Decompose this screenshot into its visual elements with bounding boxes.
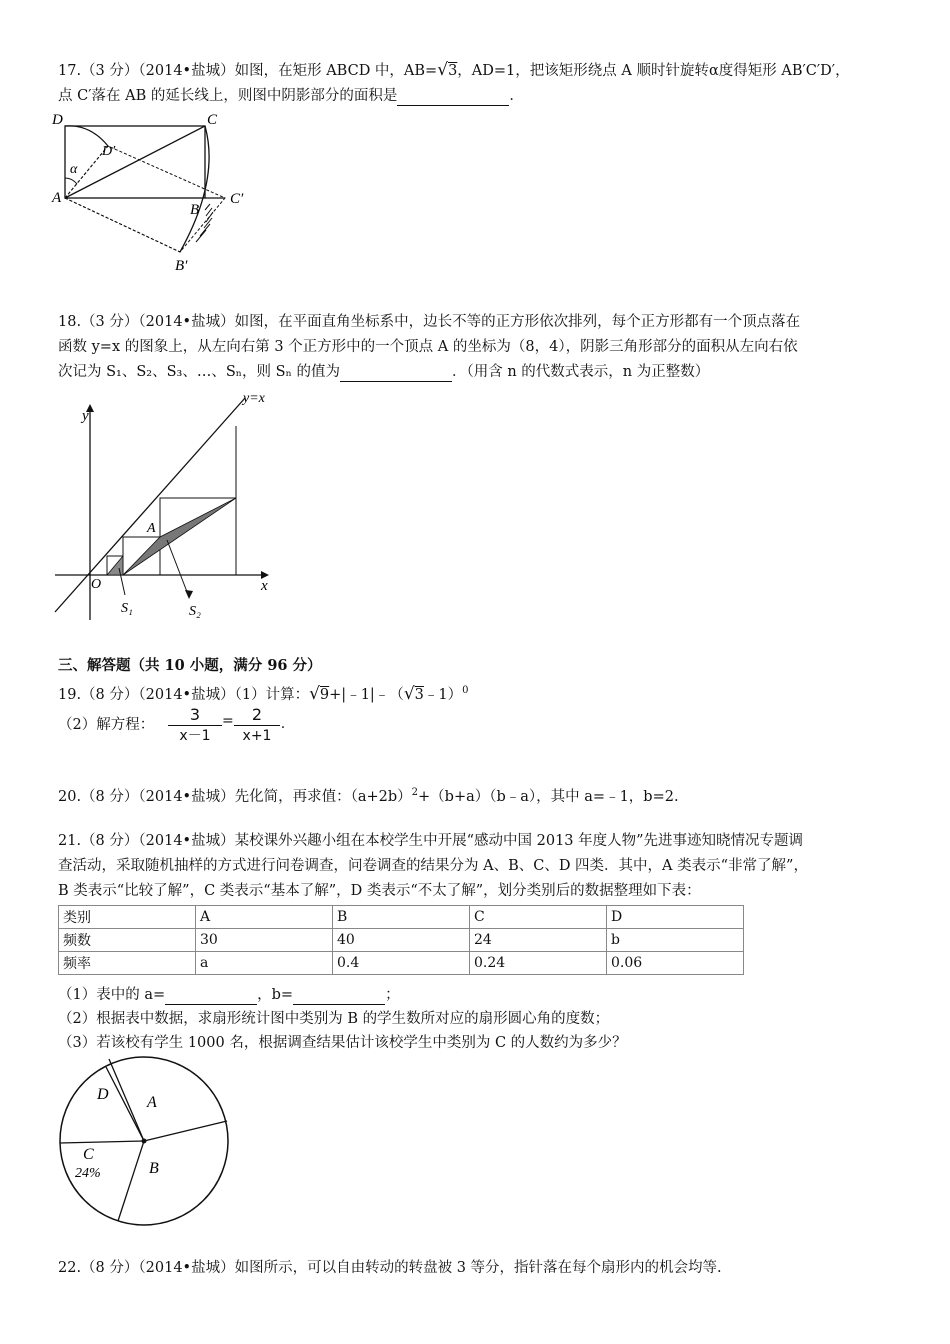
q19-line2: （2）解方程： (58, 717, 155, 733)
label-C: C (207, 112, 218, 128)
label-x: x (261, 578, 268, 594)
pie-divider-B-C (118, 1141, 144, 1221)
q17-line1: 17.（3 分）（2014•盐城）如图，在矩形 ABCD 中，AB=√3，AD=1，把该矩形绕点 A 顺时针旋转α度得矩形 AB′C′D′， (58, 60, 850, 80)
label-S1: S₁ (121, 601, 133, 616)
q21-line1: 21.（8 分）（2014•盐城）某校课外兴趣小组在本校学生中开展“感动中国 2013 年度人物”先进事迹知晓情况专题调 (58, 833, 804, 849)
section-title: 三、解答题（共 10 小题，满分 96 分） (58, 657, 322, 674)
answer-blank (397, 89, 509, 106)
table-row: 类别 A B C D (59, 906, 744, 929)
table-row: 频率 a 0.4 0.24 0.06 (59, 952, 744, 975)
label-Dp: D′ (102, 144, 116, 159)
label-yx: y=x (243, 391, 265, 406)
label-alpha: α (70, 162, 78, 177)
pie-chart (55, 1055, 235, 1235)
label-S2: S₂ (189, 604, 201, 619)
pie-divider-C-D (60, 1141, 144, 1143)
q22-line: 22.（8 分）（2014•盐城）如图所示，可以自由转动的转盘被 3 等分，指针落在每个扇形内的机会均等. (58, 1260, 722, 1276)
pie-divider-A-B (144, 1121, 227, 1141)
pie-label-D: D (97, 1086, 109, 1103)
label-A: A (147, 521, 156, 536)
q21-line3: B 类表示“比较了解”，C 类表示“基本了解”，D 类表示“不太了解”，划分类别后的数据整理如下表： (58, 883, 701, 899)
q17-line2: 点 C′落在 AB 的延长线上，则图中阴影部分的面积是 ． (58, 88, 524, 104)
pie-divider-D-C (106, 1067, 144, 1141)
q19-line1: 19.（8 分）（2014•盐城）（1）计算：√9+|﹣1|﹣（√3﹣1）$^0$ (58, 683, 469, 704)
q18-line2: 函数 y=x 的图象上，从左向右第 3 个正方形中的一个顶点 A 的坐标为（8，4），阴影三角形部分的面积从左向右依 (58, 339, 798, 355)
q21-line2: 查活动，采取随机抽样的方式进行问卷调查，问卷调查的结果分为 A、B、C、D 四类．其中，A 类表示“非常了解”， (58, 858, 808, 874)
period: . (280, 716, 286, 732)
label-B: B (190, 202, 200, 218)
label-D: D (52, 112, 63, 128)
label-O: O (91, 577, 102, 592)
q20-line: 20.（8 分）（2014•盐城）先化简，再求值：$(a+2b)^2+(b+a)(b﹣a)$，其中 a=﹣1，b=2. (58, 787, 679, 805)
pie-label-C: C (83, 1146, 94, 1163)
q17-figure (50, 110, 250, 280)
answer-blank (340, 365, 452, 382)
data-table (58, 905, 744, 975)
label-y: y (82, 408, 89, 424)
q21-sub1: （1）表中的 a= ，b= ； (58, 987, 400, 1003)
pie-label-A: A (147, 1094, 157, 1111)
q21-sub3: （3）若该校有学生 1000 名，根据调查结果估计该校学生中类别为 C 的人数约为多少？ (58, 1035, 627, 1051)
fraction-2: $\frac{2}{x+1}$ (234, 705, 280, 746)
q21-sub2: （2）根据表中数据，求扇形统计图中类别为 B 的学生数所对应的扇形圆心角的度数； (58, 1011, 610, 1027)
pie-label-C-pct: 24% (75, 1166, 101, 1181)
pie-divider-D-A (109, 1059, 144, 1141)
fraction-1: $\frac{3}{x-1}$ (168, 705, 222, 746)
q18-line1: 18.（3 分）（2014•盐城）如图，在平面直角坐标系中，边长不等的正方形依次排列，每个正方形都有一个顶点落在 (58, 314, 801, 330)
label-Cp: C′ (230, 191, 244, 207)
pie-label-B: B (149, 1160, 159, 1177)
label-Bp: B′ (175, 258, 188, 274)
label-A: A (52, 190, 62, 206)
table-row: 频数 30 40 24 b (59, 929, 744, 952)
equals-sign: = (222, 713, 234, 729)
q18-line3: 次记为 S₁、S₂、S₃、…、Sₙ，则 Sₙ 的值为 ．（用含 n 的代数式表示，n 为正整数） (58, 364, 710, 380)
answer-blank-a (165, 988, 257, 1005)
answer-blank-b (293, 988, 385, 1005)
q18-figure (55, 390, 295, 630)
